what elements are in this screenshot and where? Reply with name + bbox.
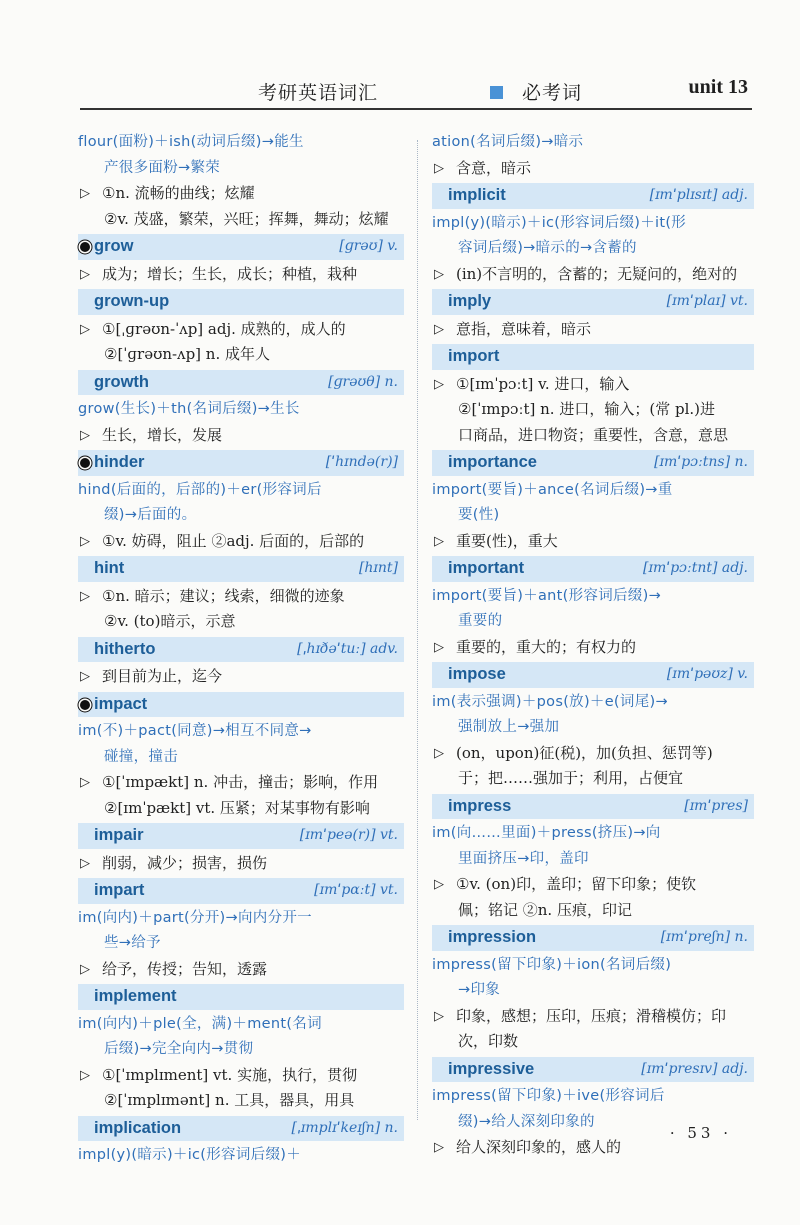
definition-line <box>78 181 404 207</box>
line-text: 重要的 <box>458 613 503 629</box>
phonetic: [ɪmˈplaɪ] vt. <box>666 293 748 309</box>
headword-bar <box>78 450 404 476</box>
definition-line <box>432 529 754 555</box>
headword: imply <box>448 292 492 310</box>
headword: impact <box>94 694 148 713</box>
headword-bar <box>78 878 404 904</box>
headword-bar <box>432 794 754 820</box>
headword-bar <box>78 692 404 718</box>
phonetic: [ɪmˈpɔːtnt] adj. <box>643 560 748 576</box>
line-text: ②[ˈɪmplɪmənt] n. 工具，器具，用具 <box>104 1091 355 1109</box>
line-text: 给予，传授；告知，透露 <box>102 959 268 978</box>
phonetic: [hɪnt] <box>358 560 398 576</box>
etymology-line <box>78 1143 404 1169</box>
definition-line <box>432 766 754 792</box>
headword-bar <box>432 344 754 370</box>
etymology-line <box>432 690 754 716</box>
etymology-line <box>432 211 754 237</box>
phonetic: [ɪmˈpɔːtns] n. <box>654 454 748 470</box>
definition-line <box>432 1029 754 1055</box>
line-text: ②v. (to)暗示，示意 <box>104 612 236 630</box>
line-text: 重要(性)，重大 <box>456 531 558 550</box>
line-text: 生长，增长，发展 <box>102 425 223 444</box>
headword: implication <box>94 1118 182 1137</box>
definition-line <box>78 609 404 635</box>
triangle-bullet-icon: ▷ <box>434 376 444 392</box>
line-text: ation(名词后缀)→暗示 <box>432 134 584 150</box>
headword: impair <box>94 826 144 844</box>
etymology-line <box>78 745 404 771</box>
line-text: ①[ˈɪmplɪment] vt. 实施，执行，贯彻 <box>102 1065 358 1084</box>
line-text: 容词后缀)→暗示的→含蓄的 <box>458 240 637 256</box>
section-title: 必考词 <box>522 82 583 104</box>
line-text: 次，印数 <box>458 1032 519 1050</box>
definition-line <box>78 317 404 343</box>
core-word-bullet-icon <box>80 242 90 252</box>
phonetic: [ˌɪmplɪˈkeɪʃn] n. <box>291 1119 398 1136</box>
line-text: 口商品，进口物资；重要性，含意，意思 <box>458 425 729 444</box>
etymology-line <box>432 821 754 847</box>
definition-line <box>432 397 754 423</box>
triangle-bullet-icon: ▷ <box>80 588 90 604</box>
etymology-line <box>78 906 404 932</box>
phonetic: [ɪmˈpəʊz] v. <box>666 666 748 682</box>
headword: grow <box>94 237 134 255</box>
definition-line <box>432 372 754 398</box>
line-text: 到目前为止，迄今 <box>102 667 223 685</box>
triangle-bullet-icon: ▷ <box>434 266 444 282</box>
etymology-line <box>78 1037 404 1063</box>
phonetic: [ɪmˈpres] <box>684 797 748 814</box>
headword: impression <box>448 928 537 946</box>
line-text: ②v. 茂盛，繁荣，兴旺；挥舞，舞动；炫耀 <box>104 209 389 228</box>
headword-bar <box>432 556 754 582</box>
headword-bar <box>432 450 754 476</box>
definition-line <box>78 851 404 877</box>
headword: implement <box>94 987 177 1005</box>
definition-line <box>78 262 404 288</box>
headword-bar <box>432 662 754 688</box>
triangle-bullet-icon: ▷ <box>80 533 90 549</box>
line-text: (on，upon)征(税)，加(负担、惩罚等) <box>456 743 713 762</box>
line-text: ②[ɪmˈpækt] vt. 压紧；对某事物有影响 <box>104 798 370 817</box>
line-text: 产很多面粉→繁荣 <box>104 159 221 176</box>
etymology-line <box>432 478 754 504</box>
line-text: 缀)→给人深刻印象的 <box>458 1113 595 1130</box>
phonetic: [ɪmˈplɪsɪt] adj. <box>649 187 748 203</box>
definition-line <box>432 741 754 767</box>
line-text: 里面挤压→印，盖印 <box>458 850 589 867</box>
headword: importance <box>448 453 537 471</box>
phonetic: [ɪmˈpreʃn] n. <box>660 929 748 945</box>
triangle-bullet-icon: ▷ <box>434 160 444 176</box>
column-divider <box>417 140 418 1120</box>
headword: important <box>448 559 525 577</box>
headword: hitherto <box>94 639 156 658</box>
triangle-bullet-icon: ▷ <box>80 1067 90 1083</box>
phonetic: [ɪmˈpeə(r)] vt. <box>299 827 398 843</box>
line-text: 意指，意味着，暗示 <box>456 319 592 338</box>
etymology-line <box>432 978 754 1004</box>
line-text: im(表示强调)＋pos(放)＋e(词尾)→ <box>432 693 668 710</box>
phonetic: [ɡrəʊθ] n. <box>328 373 398 390</box>
line-text: 重要的，重大的；有权力的 <box>456 637 637 656</box>
phonetic: [ɪmˈpɑːt] vt. <box>314 882 398 898</box>
line-text: 于；把……强加于；利用，占便宜 <box>458 769 684 787</box>
headword-bar <box>78 289 404 315</box>
line-text: (in)不言明的，含蓄的；无疑问的，绝对的 <box>456 264 738 283</box>
phonetic: [ɪmˈpresɪv] adj. <box>641 1060 748 1077</box>
left-column <box>78 130 404 1169</box>
headword: hinder <box>94 453 145 471</box>
headword: impress <box>448 796 512 815</box>
line-text: ②[ˈɡrəʊn-ʌp] n. 成年人 <box>104 345 270 363</box>
triangle-bullet-icon: ▷ <box>434 533 444 549</box>
etymology-line <box>432 847 754 873</box>
etymology-line <box>78 478 404 504</box>
phonetic: [ˈhɪndə(r)] <box>325 454 398 470</box>
right-column <box>432 130 754 1161</box>
page-number: · 53 · <box>669 1124 732 1142</box>
triangle-bullet-icon: ▷ <box>80 321 90 337</box>
etymology-line <box>432 609 754 635</box>
triangle-bullet-icon: ▷ <box>434 639 444 655</box>
line-text: im(向……里面)＋press(挤压)→向 <box>432 825 661 841</box>
line-text: grow(生长)＋th(名词后缀)→生长 <box>78 401 300 417</box>
headword: hint <box>94 559 125 577</box>
definition-line <box>432 317 754 343</box>
unit-label: unit 13 <box>688 76 748 98</box>
definition-line <box>78 770 404 796</box>
definition-line <box>78 207 404 233</box>
etymology-line <box>78 397 404 423</box>
line-text: 要(性) <box>458 507 500 523</box>
definition-line <box>432 1004 754 1030</box>
line-text: 佩；铭记 ②n. 压痕，印记 <box>458 900 632 919</box>
definition-line <box>432 872 754 898</box>
etymology-line <box>78 130 404 156</box>
headword: grown-up <box>94 292 170 310</box>
etymology-line <box>78 156 404 182</box>
line-text: im(向内)＋part(分开)→向内分开一 <box>78 909 312 926</box>
triangle-bullet-icon: ▷ <box>434 321 444 337</box>
line-text: impl(y)(暗示)＋ic(形容词后缀)＋ <box>78 1147 302 1163</box>
line-text: 强制放上→强加 <box>458 719 560 735</box>
line-text: 些→给予 <box>104 935 161 951</box>
line-text: import(要旨)＋ant(形容词后缀)→ <box>432 587 662 604</box>
triangle-bullet-icon: ▷ <box>80 855 90 871</box>
etymology-line <box>78 931 404 957</box>
triangle-bullet-icon: ▷ <box>434 1140 444 1155</box>
line-text: impress(留下印象)＋ive(形容词后 <box>432 1088 665 1104</box>
line-text: →印象 <box>458 982 501 998</box>
definition-line <box>78 529 404 555</box>
triangle-bullet-icon: ▷ <box>434 1008 444 1024</box>
line-text: flour(面粉)＋ish(动词后缀)→能生 <box>78 134 304 150</box>
definition-line <box>78 584 404 610</box>
triangle-bullet-icon: ▷ <box>434 877 444 892</box>
section-marker-square <box>490 86 503 99</box>
headword: import <box>448 347 500 365</box>
definition-line <box>78 423 404 449</box>
phonetic: [ˌhɪðəˈtuː] adv. <box>297 640 398 657</box>
headword-bar <box>78 823 404 849</box>
etymology-line <box>78 503 404 529</box>
definition-line <box>432 262 754 288</box>
etymology-line <box>432 1084 754 1110</box>
triangle-bullet-icon: ▷ <box>80 427 90 443</box>
definition-line <box>78 664 404 690</box>
definition-line <box>78 1063 404 1089</box>
line-text: impress(留下印象)＋ion(名词后缀) <box>432 956 672 973</box>
line-text: 后缀)→完全向内→贯彻 <box>104 1041 254 1057</box>
triangle-bullet-icon: ▷ <box>80 775 90 790</box>
headword-bar <box>432 925 754 951</box>
core-word-bullet-icon <box>80 700 90 710</box>
line-text: 缀)→后面的。 <box>104 507 197 523</box>
definition-line <box>432 898 754 924</box>
line-text: ①[ˌɡrəʊn-ˈʌp] adj. 成熟的，成人的 <box>102 319 346 338</box>
triangle-bullet-icon: ▷ <box>434 745 444 761</box>
headword-bar <box>432 183 754 209</box>
headword: impart <box>94 881 145 899</box>
etymology-line <box>432 584 754 610</box>
definition-line <box>78 957 404 983</box>
line-text: im(向内)＋ple(全，满)＋ment(名词 <box>78 1015 322 1032</box>
definition-line <box>78 342 404 368</box>
phonetic: [ɡrəʊ] v. <box>339 238 398 254</box>
headword: impose <box>448 665 506 683</box>
headword-bar <box>432 289 754 315</box>
etymology-line <box>432 953 754 979</box>
line-text: ①n. 暗示；建议；线索，细微的迹象 <box>102 586 345 605</box>
etymology-line <box>78 1012 404 1038</box>
line-text: ①[ɪmˈpɔːt] v. 进口，输入 <box>456 374 630 393</box>
line-text: ①n. 流畅的曲线；炫耀 <box>102 184 255 202</box>
etymology-line <box>432 130 754 156</box>
definition-line <box>432 156 754 182</box>
line-text: ①[ˈɪmpækt] n. 冲击，撞击；影响，作用 <box>102 773 379 791</box>
etymology-line <box>432 503 754 529</box>
headword-bar <box>78 370 404 396</box>
headword: growth <box>94 372 149 391</box>
line-text: import(要旨)＋ance(名词后缀)→重 <box>432 481 673 498</box>
headword-bar <box>78 984 404 1010</box>
line-text: impl(y)(暗示)＋ic(形容词后缀)＋it(形 <box>432 214 687 231</box>
page-header <box>80 68 752 110</box>
line-text: 削弱，减少；损害，损伤 <box>102 853 268 872</box>
line-text: ①v. (on)印，盖印；留下印象；使钦 <box>456 875 697 893</box>
line-text: 给人深刻印象的，感人的 <box>456 1138 622 1156</box>
line-text: 含意，暗示 <box>456 158 532 177</box>
definition-line <box>78 1088 404 1114</box>
definition-line <box>78 796 404 822</box>
definition-line <box>432 635 754 661</box>
headword-bar <box>78 556 404 582</box>
triangle-bullet-icon: ▷ <box>80 669 90 684</box>
etymology-line <box>432 715 754 741</box>
line-text: im(不)＋pact(同意)→相互不同意→ <box>78 723 312 739</box>
line-text: ②[ˈɪmpɔːt] n. 进口，输入；(常 pl.)进 <box>458 400 715 418</box>
line-text: hind(后面的，后部的)＋er(形容词后 <box>78 481 322 498</box>
headword-bar <box>78 234 404 260</box>
etymology-line <box>432 236 754 262</box>
triangle-bullet-icon: ▷ <box>80 961 90 977</box>
definition-line <box>432 423 754 449</box>
line-text: 碰撞，撞击 <box>104 748 178 765</box>
line-text: 印象，感想；压印，压痕；滑稽模仿；印 <box>456 1006 727 1025</box>
etymology-line <box>78 719 404 745</box>
headword-bar <box>78 1116 404 1142</box>
triangle-bullet-icon: ▷ <box>80 186 90 201</box>
book-title: 考研英语词汇 <box>258 82 379 104</box>
headword: implicit <box>448 186 506 204</box>
triangle-bullet-icon: ▷ <box>80 266 90 282</box>
line-text: ①v. 妨碍，阻止 ②adj. 后面的，后部的 <box>102 531 365 550</box>
line-text: 成为；增长；生长，成长；种植，栽种 <box>102 264 358 283</box>
core-word-bullet-icon <box>80 458 90 468</box>
headword-bar <box>78 637 404 663</box>
headword-bar <box>432 1057 754 1083</box>
headword: impressive <box>448 1059 535 1078</box>
